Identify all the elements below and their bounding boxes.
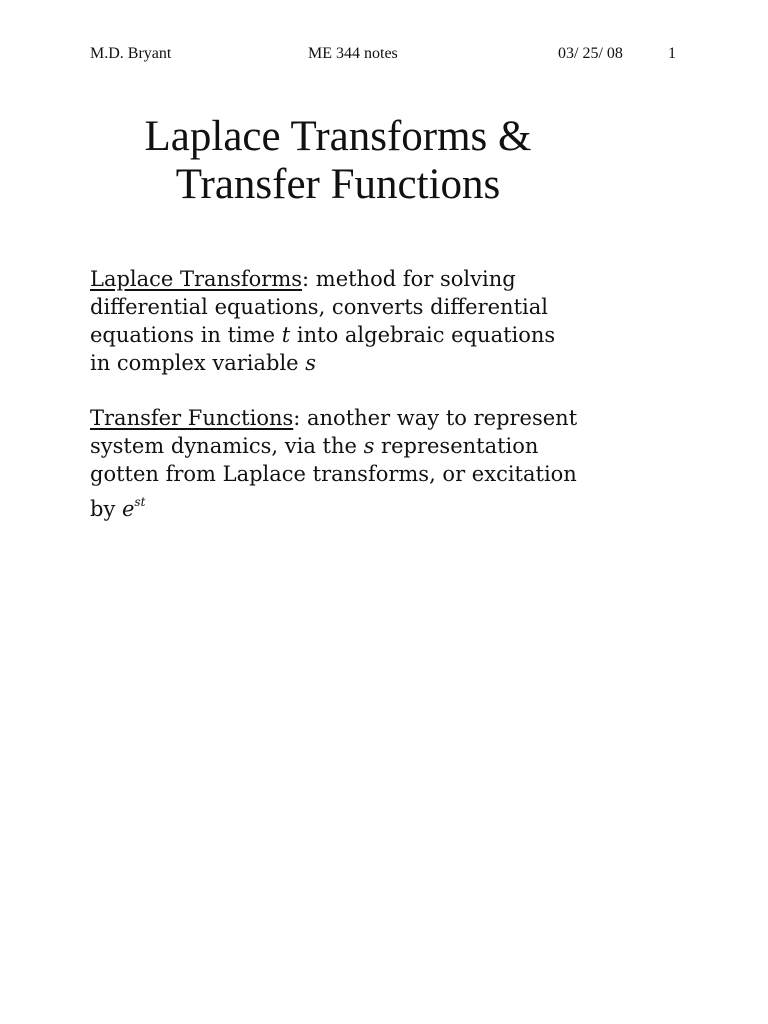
transfer-function-definition	[90, 404, 650, 523]
laplace-line-3-text-b: into algebraic equations	[290, 323, 556, 347]
laplace-line-2: differential equations, converts differential	[90, 295, 548, 319]
time-variable: t	[281, 323, 291, 347]
transfer-term: Transfer Functions	[90, 406, 294, 430]
header-course: ME 344 notes	[308, 45, 398, 62]
transfer-line-1	[90, 404, 650, 432]
transfer-line-1-text: : another way to represent	[293, 406, 578, 430]
laplace-definition	[90, 265, 650, 377]
transfer-line-4-text: by	[90, 497, 122, 521]
header-date: 03/ 25/ 08	[558, 45, 623, 62]
laplace-line-3-text-a: equations in time	[90, 323, 282, 347]
complex-variable: s	[305, 351, 317, 375]
laplace-line-3	[90, 321, 650, 349]
exponential-base: e	[121, 497, 135, 521]
exponent-st: st	[134, 495, 146, 509]
transfer-line-2-text-b: representation	[374, 434, 539, 458]
s-variable: s	[363, 434, 375, 458]
laplace-term: Laplace Transforms	[90, 267, 303, 291]
transfer-line-2	[90, 432, 650, 460]
transfer-line-2-text-a: system dynamics, via the	[90, 434, 364, 458]
laplace-line-1-text: : method for solving	[302, 267, 516, 291]
laplace-line-4-text: in complex variable	[90, 351, 306, 375]
header-page-number: 1	[668, 45, 676, 62]
transfer-line-4	[90, 488, 650, 523]
laplace-line-4	[90, 349, 650, 377]
transfer-line-3: gotten from Laplace transforms, or excitation	[90, 462, 577, 486]
laplace-line-1	[90, 265, 650, 293]
page-title-line-1: Laplace Transforms &	[144, 113, 532, 160]
header-author: M.D. Bryant	[90, 45, 172, 62]
page-title-line-2: Transfer Functions	[175, 161, 501, 208]
